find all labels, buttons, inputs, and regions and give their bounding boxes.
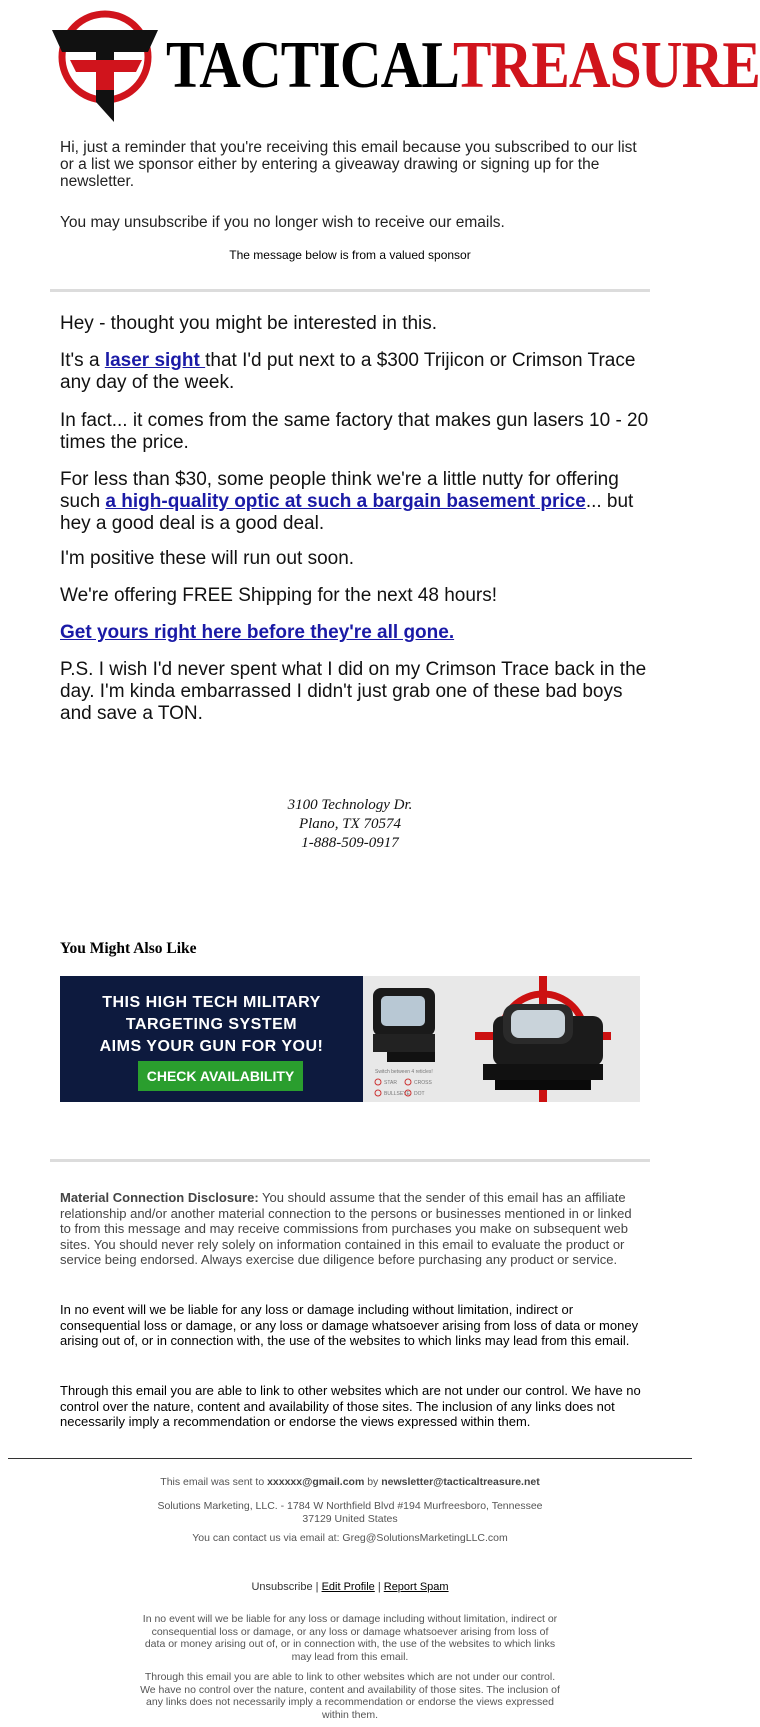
body-paragraph-ps: P.S. I wish I'd never spent what I did on my Crimson Trace back in the day. I'm kinda embarrassed I didn't just grab one of these bad boys and save a TON. xyxy=(60,659,647,724)
body-paragraph-5: I'm positive these will run out soon. xyxy=(60,548,355,569)
ad-headline-line: AIMS YOUR GUN FOR YOU! xyxy=(99,1038,324,1055)
body-paragraph-7 xyxy=(60,622,650,644)
edit-profile-link[interactable]: Edit Profile xyxy=(321,1581,375,1593)
brand-name-part2: TREASURE xyxy=(453,28,760,102)
separator: | xyxy=(374,1581,384,1593)
check-availability-button[interactable]: CHECK AVAILABILITY xyxy=(138,1061,303,1091)
sent-to-prefix: This email was sent to xyxy=(160,1476,268,1488)
body-paragraph-3: In fact... it comes from the same factory that makes gun lasers 10 - 20 times the price. xyxy=(60,410,649,453)
sponsor-note: The message below is from a valued sponsor xyxy=(229,248,471,262)
separator: | xyxy=(312,1581,322,1593)
contact-line: You can contact us via email at: Greg@SolutionsMarketingLLC.com xyxy=(192,1532,508,1544)
unsubscribe-note: You may unsubscribe if you no longer wish to receive our emails. xyxy=(60,214,505,231)
reticle-bullseye-label: BULLSEYE xyxy=(384,1091,410,1097)
address-street: 3100 Technology Dr. xyxy=(287,797,413,813)
sender-email: newsletter@tacticaltreasure.net xyxy=(381,1476,540,1488)
divider xyxy=(50,289,650,292)
divider xyxy=(50,1159,650,1162)
footer-links xyxy=(0,1581,700,1593)
reticle-cross-label: CROSS xyxy=(414,1080,432,1086)
external-links-disclaimer: Through this email you are able to link to other websites which are not under our control. We have no control over the nature, content and availability of those sites. The inclusion of any links does not necessarily imply a recommendation or endorse the views expressed within them. xyxy=(60,1383,641,1429)
body-text: For less than $30, some people think we're a little nutty for offering such xyxy=(60,469,619,512)
disclosure-text: You should assume that the sender of this email has an affiliate relationship and/or another material connection to the persons or businesses mentioned in or linked to from this message and may receive commissions from purchases you make on subsequent web sites. You should never rely solely on information contained in this email to evaluate the product or service being endorsed. Always exercise due diligence before purchasing any product or service. xyxy=(60,1190,632,1267)
body-text: It's a xyxy=(60,350,105,371)
reticle-dot-label: DOT xyxy=(414,1091,425,1097)
footer-rule xyxy=(8,1458,692,1459)
recipient-email: xxxxxx@gmail.com xyxy=(267,1476,365,1488)
you-might-also-like-heading: You Might Also Like xyxy=(60,940,197,957)
get-yours-link[interactable]: Get yours right here before they're all gone. xyxy=(60,622,455,643)
logo-emblem-icon xyxy=(50,10,160,126)
body-text: that I'd put next to a $300 Trijicon or Crimson Trace any day of the week. xyxy=(60,350,636,393)
material-connection-disclosure xyxy=(60,1190,645,1268)
company-address: Solutions Marketing, LLC. - 1784 W Northfield Blvd #194 Murfreesboro, Tennessee 37129 United States xyxy=(157,1500,543,1525)
ad-banner-left xyxy=(60,976,363,1102)
subscription-reminder: Hi, just a reminder that you're receiving this email because you subscribed to our list or a list we sponsor either by entering a giveaway drawing or signing up for the newsletter. xyxy=(60,139,637,190)
reticle-star-label: STAR xyxy=(384,1080,397,1086)
ad-banner-right xyxy=(363,976,640,1102)
disclosure-label: Material Connection Disclosure: xyxy=(60,1190,259,1205)
ad-headline-line: THIS HIGH TECH MILITARY xyxy=(102,994,321,1011)
ad-headline xyxy=(60,992,363,1058)
liability-disclaimer: In no event will we be liable for any loss or damage including without limitation, indirect or consequential loss or damage, or any loss or damage whatsoever arising from loss of data or money arising out of, or in connection with, the use of the websites to which links may lead from this email. xyxy=(60,1302,639,1348)
footer-external-links: Through this email you are able to link to other websites which are not under our control. We have no control over the nature, content and availability of those sites. The inclusion of any links does not necessarily imply a recommendation or endorse the views expressed within them. xyxy=(140,1671,560,1721)
address-phone: 1-888-509-0917 xyxy=(301,835,399,851)
body-paragraph-6: We're offering FREE Shipping for the next 48 hours! xyxy=(60,585,497,606)
body-paragraph-4 xyxy=(60,469,650,535)
ad-headline-line: TARGETING SYSTEM xyxy=(125,1016,298,1033)
red-dot-sight-image xyxy=(363,976,640,1102)
body-paragraph-2 xyxy=(60,350,650,394)
reticle-caption: Switch between 4 reticles! xyxy=(375,1069,433,1075)
report-spam-link[interactable]: Report Spam xyxy=(383,1581,449,1593)
address-city: Plano, TX 70574 xyxy=(298,816,402,832)
body-text: ... but hey a good deal is a good deal. xyxy=(60,491,634,534)
brand-name-part1: TACTICAL xyxy=(166,28,460,102)
brand-logo xyxy=(50,10,760,126)
sent-by-text: by xyxy=(364,1476,382,1488)
ad-banner[interactable] xyxy=(60,976,640,1102)
unsubscribe-text[interactable]: Unsubscribe xyxy=(251,1581,313,1593)
optic-offer-link[interactable]: a high-quality optic at such a bargain basement price xyxy=(105,491,586,512)
footer-liability: In no event will we be liable for any loss or damage including without limitation, indirect or consequential loss or damage, or any loss or damage whatsoever arising from loss of data or money arising out of, or in connection with, the use of the websites to which links may lead from this email. xyxy=(142,1613,558,1663)
sent-to-line xyxy=(0,1476,700,1489)
body-paragraph-1: Hey - thought you might be interested in this. xyxy=(60,313,438,334)
laser-sight-link[interactable]: laser sight xyxy=(104,350,206,371)
